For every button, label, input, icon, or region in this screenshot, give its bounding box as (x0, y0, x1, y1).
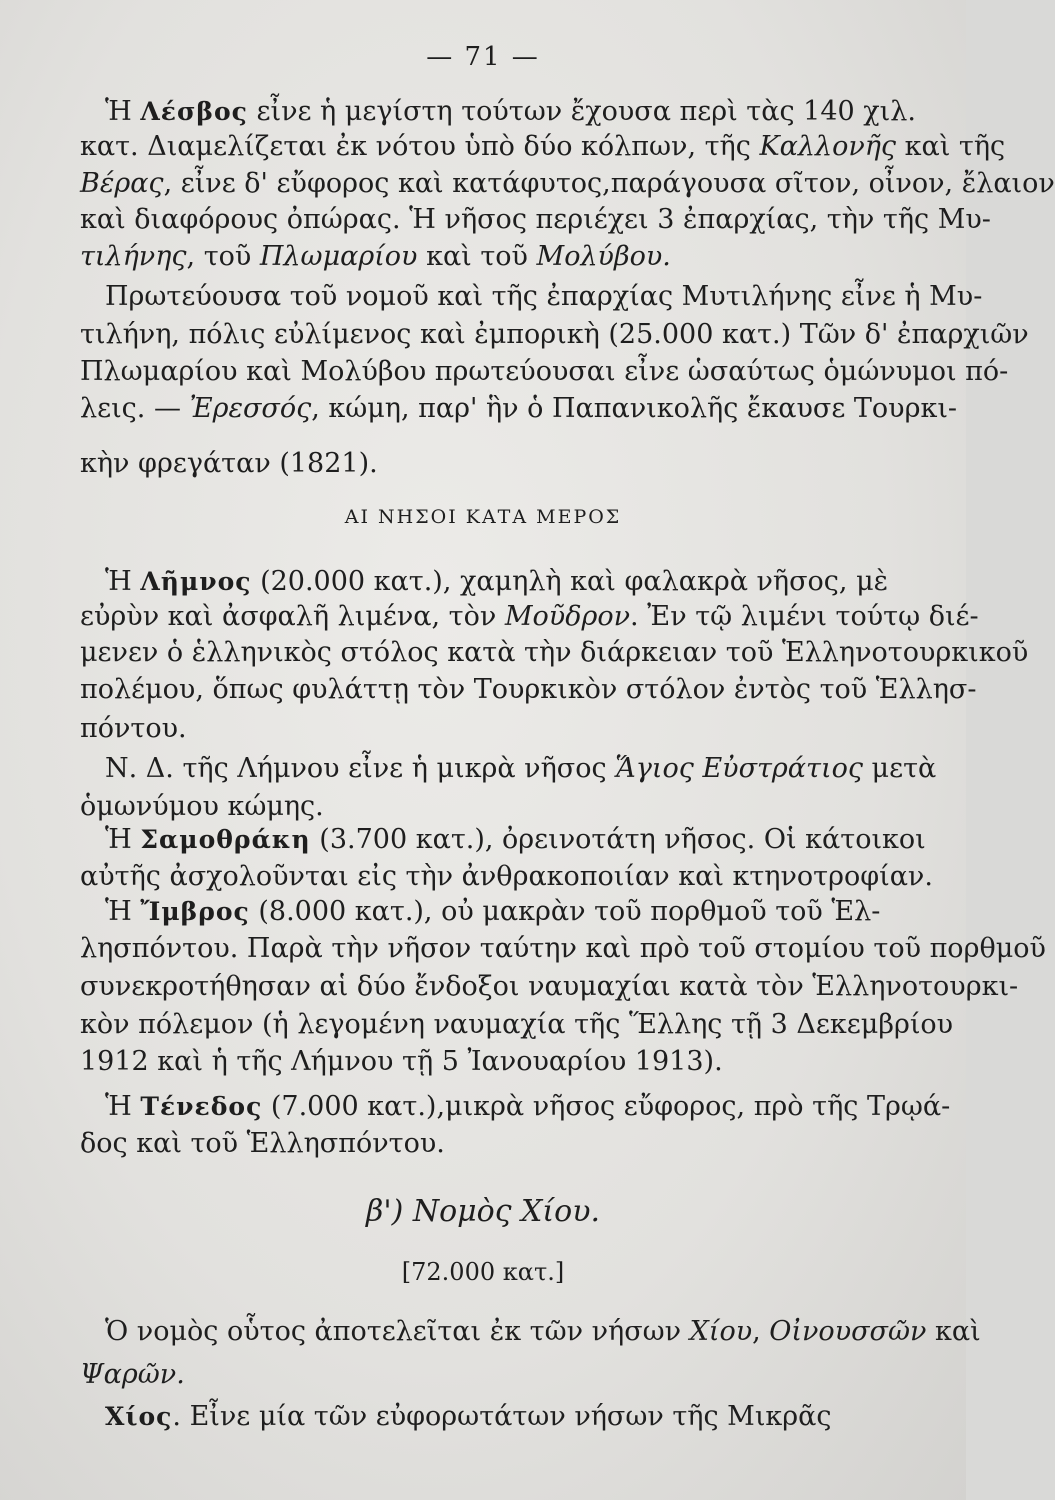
chios-name: Χίος (105, 1402, 173, 1431)
chios-subheading: β') Νομὸς Χίου. (366, 1194, 600, 1229)
limnos-name: Λῆμνος (140, 567, 252, 596)
chios-intro-line-2: Ψαρῶν. (80, 1359, 185, 1390)
lesvos-line-5: τιλήνης, τοῦ Πλωμαρίου καὶ τοῦ Μολύβου. (80, 241, 671, 272)
chios-intro-line-1: Ὁ νομὸς οὗτος ἀποτελεῖται ἐκ τῶν νήσων Χίου, Οἰνουσσῶν καὶ (105, 1316, 981, 1347)
samothraki-line-1: Ἡ Σαμοθράκη (3.700 κατ.), ὀρεινοτάτη νῆσος. Οἱ κάτοικοι (105, 824, 926, 855)
imvros-name: Ἴμβρος (140, 897, 250, 926)
tenedos-line-2: δος καὶ τοῦ Ἑλλησπόντου. (80, 1128, 445, 1159)
lesvos-line-2: κατ. Διαμελίζεται ἐκ νότου ὑπὸ δύο κόλπων, τῆς Καλλονῆς καὶ τῆς (80, 131, 1006, 162)
limnos-line-5: πόντου. (80, 713, 187, 744)
imvros-line-3: συνεκροτήθησαν αἱ δύο ἔνδοξοι ναυμαχίαι κατὰ τὸν Ἑλληνοτουρκι- (80, 971, 1019, 1002)
chios-line-1: Χίος. Εἶνε μία τῶν εὐφορωτάτων νήσων τῆς Μικρᾶς (105, 1401, 832, 1432)
imvros-line-4: κὸν πόλεμον (ἡ λεγομένη ναυμαχία τῆς Ἕλλης τῇ 3 Δεκεμβρίου (80, 1009, 954, 1040)
lesvos-line-6: Πρωτεύουσα τοῦ νομοῦ καὶ τῆς ἐπαρχίας Μυτιλήνης εἶνε ἡ Μυ- (105, 281, 983, 312)
limnos-line-7: ὁμωνύμου κώμης. (80, 791, 324, 822)
imvros-line-5: 1912 καὶ ἡ τῆς Λήμνου τῇ 5 Ἰανουαρίου 1913). (80, 1046, 723, 1077)
limnos-line-4: πολέμου, ὅπως φυλάττῃ τὸν Τουρκικὸν στόλον ἐντὸς τοῦ Ἑλλησ- (80, 674, 977, 705)
lesvos-name: Λέσβος (140, 97, 248, 126)
samothraki-name: Σαμοθράκη (140, 825, 311, 854)
lesvos-line-3: Βέρας, εἶνε δ' εὔφορος καὶ κατάφυτος,παράγουσα σῖτον, οἶνον, ἔλαιον (80, 168, 1055, 199)
tenedos-name: Τένεδος (140, 1092, 263, 1121)
tenedos-line-1: Ἡ Τένεδος (7.000 κατ.),μικρὰ νῆσος εὔφορος, πρὸ τῆς Τρῳά- (105, 1091, 951, 1122)
imvros-line-1: Ἡ Ἴμβρος (8.000 κατ.), οὐ μακρὰν τοῦ πορθμοῦ τοῦ Ἑλ- (105, 896, 881, 927)
lesvos-line-8: Πλωμαρίου καὶ Μολύβου πρωτεύουσαι εἶνε ὡσαύτως ὁμώνυμοι πό- (80, 356, 1009, 387)
page-number: — 71 — (426, 42, 540, 72)
imvros-line-2: λησπόντου. Παρὰ τὴν νῆσον ταύτην καὶ πρὸ τοῦ στομίου τοῦ πορθμοῦ (80, 933, 1046, 964)
limnos-line-3: μενεν ὁ ἑλληνικὸς στόλος κατὰ τὴν διάρκειαν τοῦ Ἑλληνοτουρκικοῦ (80, 637, 1029, 668)
limnos-line-6: Ν. Δ. τῆς Λήμνου εἶνε ἡ μικρὰ νῆσος Ἅγιος Εὐστράτιος μετὰ (105, 753, 937, 784)
lesvos-line-4: καὶ διαφόρους ὀπώρας. Ἡ νῆσος περιέχει 3 ἐπαρχίας, τὴν τῆς Μυ- (80, 204, 991, 235)
lesvos-line-7: τιλήνη, πόλις εὐλίμενος καὶ ἐμπορικὴ (25.000 κατ.) Τῶν δ' ἐπαρχιῶν (80, 319, 1029, 350)
chios-population: [72.000 κατ.] (401, 1258, 565, 1286)
lesvos-line-10: κὴν φρεγάταν (1821). (80, 448, 378, 479)
lesvos-line-1: Ἡ Λέσβος εἶνε ἡ μεγίστη τούτων ἔχουσα περὶ τὰς 140 χιλ. (105, 96, 916, 127)
limnos-line-2: εὐρὺν καὶ ἀσφαλῆ λιμένα, τὸν Μοῦδρον. Ἐν τῷ λιμένι τούτῳ διέ- (80, 601, 979, 632)
samothraki-line-2: αὐτῆς ἀσχολοῦνται εἰς τὴν ἀνθρακοποιίαν καὶ κτηνοτροφίαν. (80, 861, 933, 892)
lesvos-line-9: λεις. — Ἐρεσσός, κώμη, παρ' ἣν ὁ Παπανικολῆς ἔκαυσε Τουρκι- (80, 393, 958, 424)
section-heading: ΑΙ ΝΗΣΟΙ ΚΑΤΑ ΜΕΡΟΣ (344, 506, 622, 528)
limnos-line-1: Ἡ Λῆμνος (20.000 κατ.), χαμηλὴ καὶ φαλακρὰ νῆσος, μὲ (105, 566, 889, 597)
